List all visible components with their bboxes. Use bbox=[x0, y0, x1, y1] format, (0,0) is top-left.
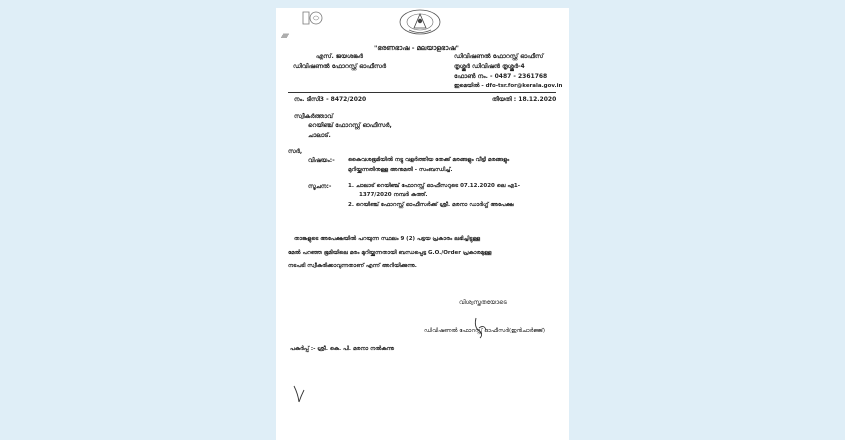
state-emblem-icon bbox=[397, 8, 443, 36]
reference-1-line-1: 1. ചാലാട് റെയിഞ്ച് ഫോറസ്റ്റ് ഓഫീസറുടെ 07.12.2020 ലെ എ1- bbox=[348, 183, 521, 189]
official-language-motto: "ഭരണഭാഷ - മലയാളഭാഷ" bbox=[374, 44, 459, 52]
reference-2: 2. റെയിഞ്ച് ഫോറസ്റ്റ് ഓഫീസർക്ക് ശ്രീ. മരനാ ഡാർഗ്ഗ് അപേക്ഷ bbox=[348, 202, 514, 208]
copy-line: പകർപ്പ് :- ശ്രീ. കെ. പി. മരനാ നൽകുന്നു bbox=[290, 346, 395, 352]
reference-number: നം. ടിസി3 - 8472/2020 bbox=[294, 96, 367, 103]
handwritten-mark bbox=[292, 384, 306, 404]
reference-1-line-2: 1377/2020 നമ്പർ കത്ത്. bbox=[359, 192, 428, 198]
recipient-salutation: സ്വീകർത്താവ് bbox=[294, 113, 333, 120]
letter-date: തീയതി : 18.12.2020 bbox=[492, 96, 557, 103]
recipient-line-1: റെയിഞ്ച് ഫോറസ്റ്റ് ഓഫീസർ, bbox=[308, 122, 392, 129]
recipient-line-2: ചാലാട്. bbox=[308, 132, 331, 139]
office-place: തൃശ്ശൂർ ഡിവിഷൻ തൃശ്ശൂർ-4 bbox=[454, 63, 525, 70]
letter-page bbox=[276, 8, 569, 440]
header-divider bbox=[288, 92, 556, 93]
subject-line-2: മുറിയ്ക്കുന്നതിനുള്ള അനുമതി - സംബന്ധിച്ച്. bbox=[348, 167, 453, 173]
subject-label: വിഷയം:- bbox=[308, 157, 335, 164]
sender-designation: ഡിവിഷണൽ ഫോറസ്റ്റ് ഓഫീസർ bbox=[293, 63, 387, 70]
closing-regards: വിശ്വസ്തതയോടെ bbox=[459, 299, 507, 306]
office-name: ഡിവിഷണൽ ഫോറസ്റ്റ് ഓഫീസ് bbox=[454, 53, 544, 60]
reference-label: സൂചന:- bbox=[308, 183, 332, 190]
office-email: ഇമെയിൽ - dfo-tsr.for@kerala.gov.in bbox=[454, 83, 563, 89]
body-paragraph-line-3: നടപടി സ്വീകരിക്കാവുന്നതാണ് എന്ന് അറിയിക്കുന്നു. bbox=[288, 263, 417, 269]
sir-salutation: സർ, bbox=[288, 148, 303, 155]
body-paragraph-line-2: മേൽ പറഞ്ഞ ഭൂമിയിലെ മരം മുറിയ്ക്കുന്നതായി ബന്ധപ്പെട്ട G.O./Order പ്രകാരമുള്ള bbox=[288, 250, 492, 256]
body-paragraph-line-1: താങ്കളുടെ അപേക്ഷയിൽ പറയുന്ന സ്ഥലം 9 (2) പട്ടയ പ്രകാരം ലഭിച്ചിട്ടുള്ള bbox=[294, 236, 481, 242]
corner-seal-icon bbox=[300, 8, 326, 30]
signature-title: ഡിവിഷണൽ ഫോറസ്റ്റ് ഓഫീസർ(ഇൻചാർജ്ജ്) bbox=[424, 328, 546, 334]
subject-line-1: കൈവശഭൂമിയിൽ നട്ടു വളർത്തിയ തേക്ക് മരങ്ങളും വീട്ടി മരങ്ങളും bbox=[348, 157, 510, 163]
sender-name: എസ്. ജയശങ്കർ bbox=[316, 53, 363, 60]
corner-mark: ⁄⁄⁄⁄⁄⁄ bbox=[282, 33, 289, 40]
office-phone: ഫോൺ നം. - 0487 - 2361768 bbox=[454, 73, 548, 80]
